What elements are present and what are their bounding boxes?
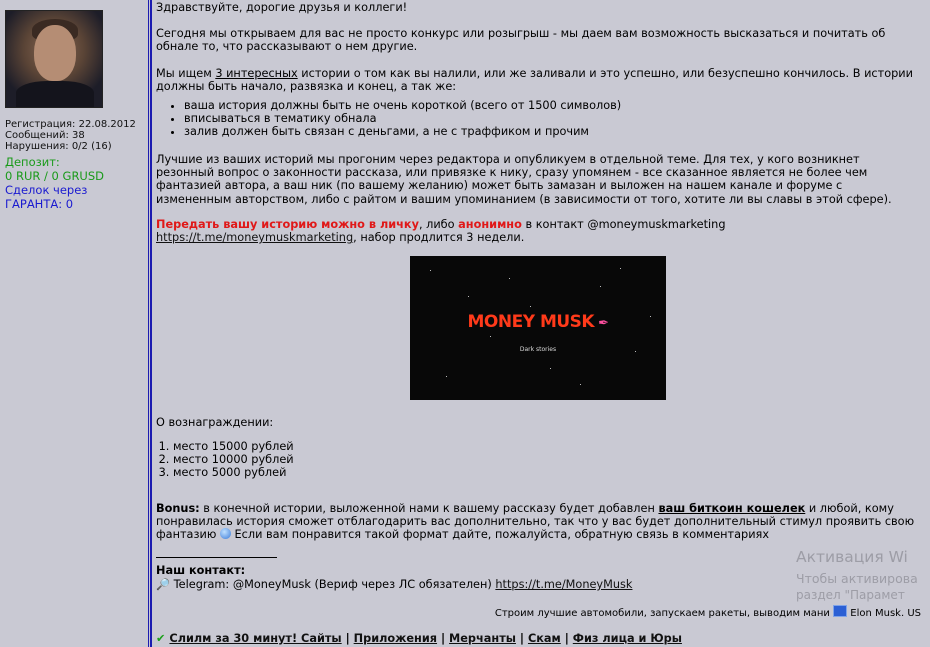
signature-text: Строим лучшие автомобили, запускаем ракеты, выводим мани [494, 608, 834, 619]
contact-header: Наш контакт: [156, 564, 246, 577]
reward-list [156, 440, 294, 480]
list-item: • залив должен быть связан с деньгами, а не с траффиком и прочим [184, 125, 621, 138]
submit-tail: , набор продлится 3 недели. [353, 231, 525, 245]
telegram-text: Telegram: @MoneyMusk (Вериф через ЛС обязателен) [170, 578, 496, 591]
bonus-paragraph [156, 502, 916, 542]
banner-logo-text: MONEY MUSK [467, 312, 595, 332]
author-stats [5, 119, 136, 152]
submit-red-text: Передать вашу историю можно в личку [156, 218, 419, 231]
garant-count[interactable]: ГАРАНТА: 0 [5, 197, 74, 211]
search-magnifier-icon: 🔎 [156, 578, 171, 591]
post-search [156, 67, 916, 93]
telegram-line [156, 578, 632, 591]
author-sidebar [0, 0, 149, 647]
contact-divider [156, 557, 277, 558]
avatar-suit [16, 81, 94, 108]
post-submit [156, 218, 916, 244]
post-greeting: Здравствуйте, дорогие друзья и коллеги! [156, 1, 408, 14]
banner-logo [410, 312, 666, 332]
watermark-line1: Активация Wi [796, 548, 908, 566]
flag-icon [833, 605, 847, 617]
avatar-face [34, 25, 76, 81]
submit-anon: анонимно [458, 218, 522, 231]
bonus-end: Если вам понравится такой формат дайте, пожалуйста, обратную связь в комментариях [230, 528, 770, 542]
post-divider [150, 0, 152, 647]
watermark-line3: раздел "Парамет [796, 588, 905, 602]
deposit-value: 0 RUR / 0 GRUSD [5, 169, 105, 183]
bonus-pre: в конечной истории, выложенной нами к вашему рассказу будет добавлен [199, 502, 659, 515]
telegram-link[interactable]: https://t.me/MoneyMusk [495, 578, 633, 591]
reward-title: О вознаграждении: [156, 416, 274, 429]
banner-subtitle: Dark stories [519, 346, 557, 353]
footer-link-merchants[interactable]: Мерчанты [449, 632, 516, 645]
windows-activation-watermark [796, 548, 918, 602]
bonus-post: и любой, кому понравилась история сможет отблагодарить вас дополнительно, так что у вас будет дополнительный стимул проявить свою фантазию [156, 502, 915, 542]
list-item: 3. место 5000 рублей [173, 466, 294, 479]
search-highlight: 3 интересных [215, 67, 298, 80]
post-intro: Сегодня мы открываем для вас не просто конкурс или розыгрыш - мы даем вам возможность высказаться и почитать об обнале то, что рассказывают о нем другие. [156, 27, 886, 54]
smile-icon [220, 528, 231, 539]
search-pre: Мы ищем [156, 67, 216, 80]
submit-telegram-link[interactable]: https://t.me/moneymuskmarketing [156, 231, 354, 245]
list-item: • вписываться в тематику обнала [184, 112, 621, 125]
violations-count: Нарушения: 0/2 (16) [5, 141, 112, 152]
footer-link-individuals[interactable]: Физ лица и Юры [572, 632, 682, 645]
checkmark-icon: ✔ [156, 632, 166, 645]
feather-icon: ✒ [598, 316, 609, 331]
deposit-block [5, 155, 104, 211]
requirements-list [156, 99, 621, 139]
deals-label[interactable]: Сделок через [5, 183, 88, 197]
footer-links: ✔ Слилм за 30 минут! Сайты | Приложения | Мерчанты | Скам | Физ лица и Юры [156, 632, 682, 645]
footer-link-apps[interactable]: Приложения [353, 632, 438, 645]
footer-link-first[interactable]: Слилм за 30 минут! Сайты [169, 632, 342, 645]
bonus-wallet: ваш биткоин кошелек [658, 502, 806, 515]
search-post: истории о том как вы налили, или же заливали и это успешно, или безуспешно кончилось. В истории должны быть начало, развязка и конец, а так же: [156, 67, 913, 94]
message-count: Сообщений: 38 [5, 130, 85, 141]
watermark-line2: Чтобы активирова [796, 571, 918, 586]
list-item: 1. место 15000 рублей [173, 440, 294, 453]
money-musk-banner [410, 256, 666, 400]
signature-tail: Elon Musk. US [847, 608, 921, 619]
registration-date: Регистрация: 22.08.2012 [5, 119, 136, 130]
list-item: 2. место 10000 рублей [173, 453, 294, 466]
deposit-label: Депозит: [5, 155, 60, 169]
post-best-stories: Лучшие из ваших историй мы прогоним через редактора и опубликуем в отдельной теме. Для тех, у кого возникнет резонный вопрос о законности рассказа, или привязке к нику, сразу упомянем - все сказанное является не более чем фантазией автора, а ваш ник (по вашему желанию) может быть замазан и выложен на нашем канале и форуме с измененным авторством, либо с райтом и вашим упоминанием (в зависимости от того, хотите ли вы славы в этой сфере). [156, 153, 892, 206]
submit-contact: в контакт @moneymuskmarketing [521, 218, 726, 231]
avatar[interactable] [5, 10, 103, 108]
bonus-label: Bonus: [156, 502, 200, 515]
signature [495, 605, 921, 620]
submit-mid: , либо [418, 218, 459, 231]
list-item: • ваша история должны быть не очень короткой (всего от 1500 символов) [184, 99, 621, 112]
footer-link-scam[interactable]: Скам [527, 632, 561, 645]
